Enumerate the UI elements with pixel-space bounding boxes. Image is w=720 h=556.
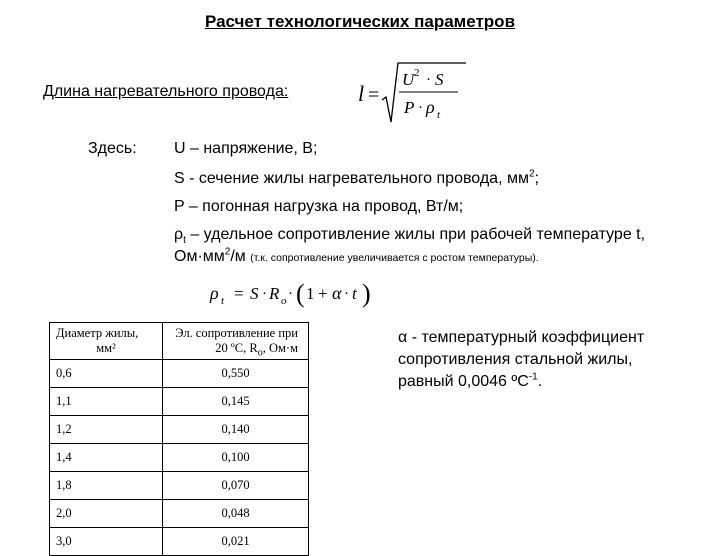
def-resistivity — [174, 226, 646, 247]
def-units — [174, 248, 539, 266]
cell-diameter: 1,2 — [50, 416, 163, 444]
formula-rho-dot3: · — [344, 286, 349, 302]
page-title: Расчет технологических параметров — [204, 12, 516, 31]
units-text: Ом·мм — [174, 248, 225, 265]
formula-rho-rho: ρ — [210, 283, 219, 303]
table-row — [50, 500, 309, 528]
formula-rho-plus: + — [318, 284, 328, 303]
cell-resistance: 0,550 — [163, 360, 309, 388]
formula-l-num-s: S — [435, 70, 444, 89]
formula-l-den-p: P — [404, 98, 415, 117]
formula-l-num-u: U — [402, 70, 415, 89]
formula-l-num-exp: 2 — [414, 67, 420, 79]
cell-diameter: 0,6 — [50, 360, 163, 388]
header-resistance — [163, 323, 309, 360]
units-note: (т.к. сопротивление увеличивается с ростом температуры). — [250, 252, 539, 264]
def-cross-section-end: ; — [534, 170, 539, 187]
cell-diameter: 3,0 — [50, 528, 163, 556]
formula-rho-rho-sub: t — [221, 295, 225, 307]
cell-resistance: 0,100 — [163, 444, 309, 472]
cell-diameter: 2,0 — [50, 500, 163, 528]
table-row — [50, 360, 309, 388]
header-diameter-line2: мм² — [96, 341, 116, 355]
alpha-note-line3-text: равный 0,0046 ºС — [398, 373, 529, 390]
header-resistance-r: 20 ºС, R — [215, 341, 258, 355]
header-resistance-sub: o — [257, 347, 263, 359]
cell-resistance: 0,070 — [163, 472, 309, 500]
table-row — [50, 444, 309, 472]
alpha-note — [398, 327, 698, 393]
header-resistance-line2 — [169, 341, 298, 359]
formula-rho-dot1: · — [262, 286, 267, 302]
formula-rho-rparen: ) — [362, 279, 371, 308]
def-load: P – погонная нагрузка на провод, Вт/м; — [174, 198, 464, 215]
units-sup: 2 — [224, 246, 231, 258]
cell-resistance: 0,048 — [163, 500, 309, 528]
units-end: /м — [230, 248, 246, 265]
def-cross-section — [174, 170, 539, 188]
formula-rho-one: 1 — [306, 284, 315, 303]
here-label: Здесь: — [88, 140, 137, 157]
def-resistivity-text: – удельное сопротивление жилы при рабочей температуре t, — [185, 226, 646, 243]
header-resistance-line1: Эл. сопротивление при — [175, 326, 298, 340]
def-voltage: U – напряжение, В; — [174, 140, 318, 157]
formula-l-lhs: l — [358, 81, 365, 106]
wire-length-formula — [358, 58, 468, 126]
formula-rho-r: R — [269, 284, 280, 303]
formula-l-den-rho: ρ — [426, 97, 435, 117]
alpha-note-line1-text: - температурный коэффициент — [407, 329, 645, 346]
table-header-row — [50, 323, 309, 360]
rho-sub: t — [183, 235, 186, 247]
cell-resistance: 0,140 — [163, 416, 309, 444]
formula-l-num-dot: · — [426, 72, 431, 88]
formula-rho-dot2: · — [288, 286, 293, 302]
cell-diameter: 1,1 — [50, 388, 163, 416]
cell-diameter: 1,4 — [50, 444, 163, 472]
formula-l-den-sub: t — [437, 109, 441, 121]
formula-rho-t: t — [352, 284, 357, 303]
header-resistance-unit: , Ом·м — [262, 341, 298, 355]
alpha-note-line3-end: . — [537, 373, 543, 390]
def-cross-section-sup: 2 — [528, 168, 535, 180]
heating-wire-length-heading: Длина нагревательного провода: — [43, 83, 289, 100]
formula-l-den-dot: · — [418, 100, 423, 116]
table-row — [50, 528, 309, 556]
cell-resistance: 0,021 — [163, 528, 309, 556]
formula-rho-alpha: α — [332, 283, 342, 303]
table-row — [50, 388, 309, 416]
formula-rho-eq: = — [234, 284, 244, 303]
rho-symbol: ρ — [174, 226, 184, 243]
alpha-note-line3 — [398, 371, 698, 393]
resistance-table — [49, 322, 309, 556]
alpha-note-line2: сопротивления стальной жилы, — [398, 351, 633, 368]
header-diameter-line1: Диаметр жилы, — [56, 326, 139, 340]
formula-l-eq: = — [368, 84, 380, 106]
formula-rho-r-sub: o — [281, 295, 287, 307]
formula-rho-lparen: ( — [296, 279, 305, 308]
alpha-note-line1 — [398, 327, 698, 349]
table-row — [50, 472, 309, 500]
alpha-note-line3-sup: -1 — [528, 371, 538, 383]
header-diameter — [50, 323, 163, 360]
def-cross-section-text: S - сечение жилы нагревательного провода, мм — [174, 170, 529, 187]
formula-rho-s: S — [250, 284, 259, 303]
table-row — [50, 416, 309, 444]
alpha-symbol: α — [398, 329, 408, 346]
cell-diameter: 1,8 — [50, 472, 163, 500]
cell-resistance: 0,145 — [163, 388, 309, 416]
resistivity-formula — [208, 277, 383, 313]
